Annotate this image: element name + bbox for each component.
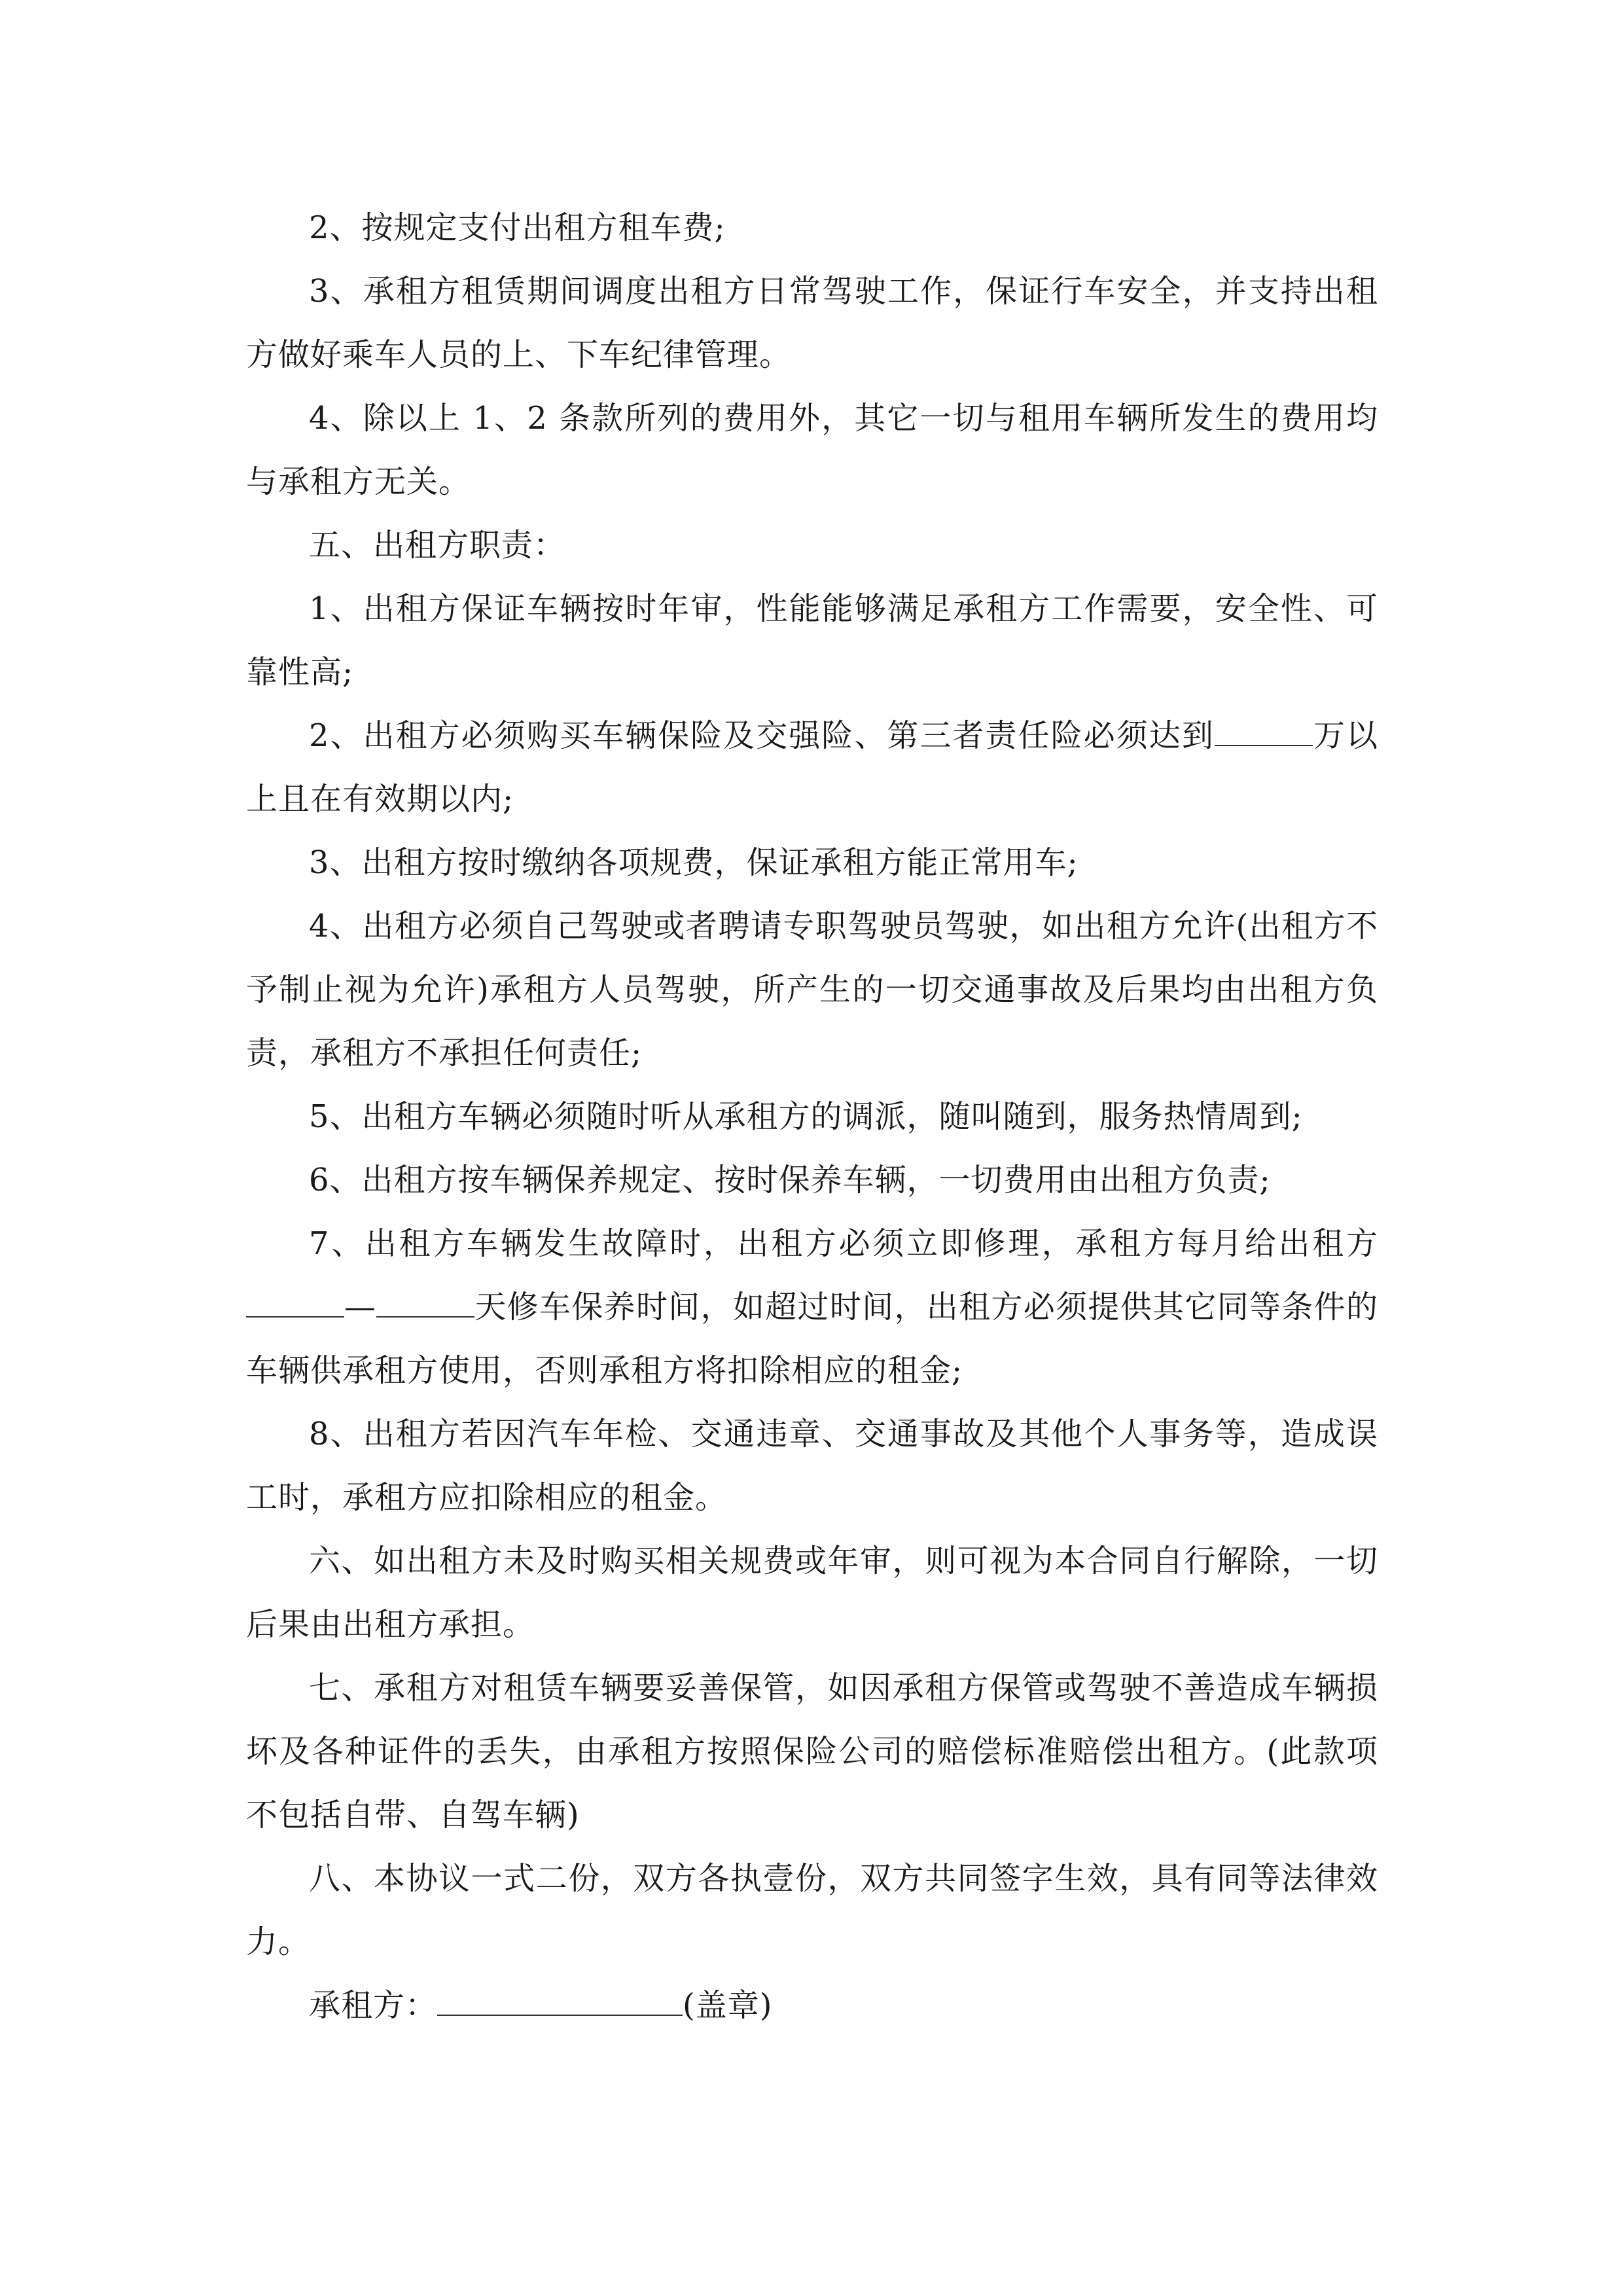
lessee-signature-line <box>246 1974 1378 2037</box>
document-body <box>246 196 1378 2037</box>
lessee-signature-blank <box>437 1986 683 2016</box>
clause-5-7-dash: — <box>344 1289 376 1325</box>
repair-days-max-blank <box>376 1287 474 1318</box>
clause-5-7 <box>246 1212 1378 1403</box>
clause-5-2 <box>246 704 1378 831</box>
clause-5-6: 6、出租方按车辆保养规定、按时保养车辆，一切费用由出租方负责; <box>309 1162 1271 1198</box>
clause-5-4: 4、出租方必须自己驾驶或者聘请专职驾驶员驾驶，如出租方允许(出租方不予制止视为允许)承租方人员驾驶，所产生的一切交通事故及后果均由出租方负责，承租方不承担任何责任; <box>246 908 1378 1071</box>
clause-5-7-text-after: 天修车保养时间，如超过时间，出租方必须提供其它同等条件的车辆供承租方使用，否则承租方将扣除相应的租金; <box>246 1289 1378 1389</box>
clause-5-3: 3、出租方按时缴纳各项规费，保证承租方能正常用车; <box>309 844 1079 881</box>
clause-5-2-text-after: 万以上且在有效期以内; <box>246 717 1378 817</box>
clause-5-8: 8、出租方若因汽车年检、交通违章、交通事故及其他个人事务等，造成误工时，承租方应扣除相应的租金。 <box>246 1416 1378 1516</box>
clause-4-3: 3、承租方租赁期间调度出租方日常驾驶工作，保证行车安全，并支持出租方做好乘车人员的上、下车纪律管理。 <box>246 273 1378 373</box>
lessee-label: 承租方： <box>309 1987 438 2024</box>
section-7: 七、承租方对租赁车辆要妥善保管，如因承租方保管或驾驶不善造成车辆损坏及各种证件的丢失，由承租方按照保险公司的赔偿标准赔偿出租方。(此款项不包括自带、自驾车辆) <box>246 1670 1378 1833</box>
clause-4-4: 4、除以上 1、2 条款所列的费用外，其它一切与租用车辆所发生的费用均与承租方无关。 <box>246 400 1378 500</box>
clause-5-7-text-before: 7、出租方车辆发生故障时，出租方必须立即修理，承租方每月给出租方 <box>309 1225 1378 1262</box>
seal-label: (盖章) <box>683 1987 773 2024</box>
insurance-amount-blank <box>1215 716 1313 746</box>
section-8: 八、本协议一式二份，双方各执壹份，双方共同签字生效，具有同等法律效力。 <box>246 1860 1378 1960</box>
repair-days-min-blank <box>246 1287 344 1318</box>
clause-5-1: 1、出租方保证车辆按时年审，性能能够满足承租方工作需要，安全性、可靠性高; <box>246 590 1378 691</box>
clause-5-2-text-before: 2、出租方必须购买车辆保险及交强险、第三者责任险必须达到 <box>309 717 1215 754</box>
section-6: 六、如出租方未及时购买相关规费或年审，则可视为本合同自行解除，一切后果由出租方承担。 <box>246 1543 1378 1643</box>
clause-5-5: 5、出租方车辆必须随时听从承租方的调派，随叫随到，服务热情周到; <box>309 1098 1303 1135</box>
clause-4-2: 2、按规定支付出租方租车费; <box>309 209 726 246</box>
section-5-heading: 五、出租方职责： <box>309 527 566 564</box>
